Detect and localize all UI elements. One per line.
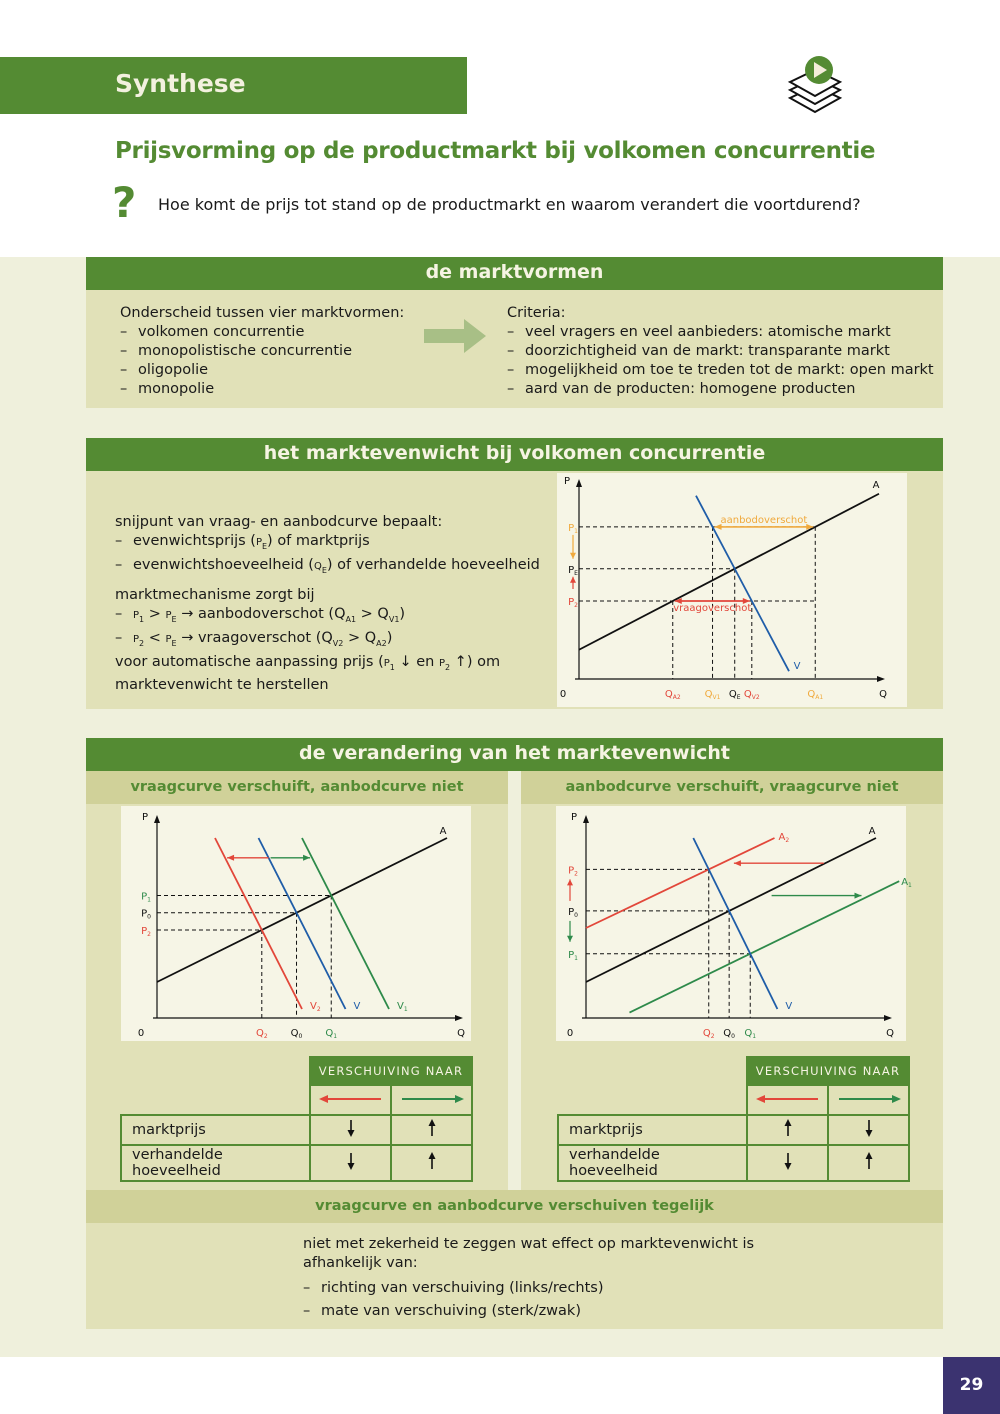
y-tick-label: $P_1$ [568, 522, 578, 535]
arrow-up-icon [391, 1145, 472, 1181]
y-tick-label: $P_0$ [141, 908, 151, 921]
both-shift-text [303, 1235, 754, 1323]
list-item: – aard van de producten: homogene producten [507, 380, 934, 399]
y-axis-arrow-icon [576, 479, 582, 487]
x-tick-label: $Q_1$ [325, 1028, 338, 1040]
question-icon: ? [112, 178, 137, 227]
left-shift-arrow-icon [747, 1085, 828, 1115]
subheading-both-shift: vraagcurve en aanbodcurve verschuiven tegelijk [86, 1190, 943, 1223]
y-tick-label: $P_0$ [568, 906, 578, 919]
price-down-arrow-head-icon [570, 553, 576, 559]
row-label-marktprijs: marktprijs [558, 1115, 747, 1145]
demand-shift-table [120, 1056, 473, 1182]
supply-curve-A [157, 838, 447, 982]
right-shift-arrow-icon [828, 1085, 909, 1115]
both-line1: niet met zekerheid te zeggen wat effect op marktevenwicht is [303, 1236, 755, 1252]
x-tick-label: $Q_{V2}$ [743, 689, 760, 701]
y-tick-label: $P_2$ [568, 597, 578, 609]
y-tick-label: $P_E$ [568, 564, 578, 577]
demand-curve-V2 [215, 838, 302, 1009]
annotation-vraagoverschot: vraagoverschot [673, 603, 752, 614]
curve-label-V2: $V_2$ [310, 1001, 321, 1013]
curve-label-A: A [872, 479, 880, 491]
chart-supply-shift [556, 806, 912, 1041]
column-divider [508, 771, 521, 1191]
list-item: – volkomen concurrentie [120, 323, 404, 342]
demand-curve-V [259, 838, 346, 1009]
y-axis-arrow-icon [154, 815, 160, 823]
arrow-down-icon [747, 1145, 828, 1181]
x-axis-arrow-icon [877, 676, 885, 682]
chart-demand-shift [121, 806, 471, 1041]
section-heading-evenwicht: het marktevenwicht bij volkomen concurrentie [86, 438, 943, 471]
both-shift-panel [86, 1223, 943, 1329]
x-tick-label: $Q_1$ [744, 1028, 757, 1040]
origin-label: 0 [559, 689, 567, 700]
supply-curve-A2 [586, 838, 775, 928]
y-axis-label: P [570, 812, 578, 823]
curve-label-A: A [439, 826, 447, 837]
left-shift-arrow-icon [310, 1085, 391, 1115]
annotation-aanbodoverschot: aanbodoverschot [720, 514, 808, 526]
arrow-right-icon [424, 319, 488, 353]
row-label-marktprijs: marktprijs [121, 1115, 310, 1145]
right-shift-arrow-icon [391, 1085, 472, 1115]
shift-left-arrow-head-icon [227, 855, 234, 861]
arrow-down-icon [310, 1115, 391, 1145]
demand-curve-V1 [302, 838, 389, 1009]
y-tick-label: $P_2$ [141, 925, 151, 938]
x-axis-arrow-icon [884, 1015, 892, 1021]
x-tick-label: $Q_{A1}$ [807, 689, 824, 701]
list-item: – evenwichtshoeveelheid $(Q_E)$ of verhandelde hoeveelheid [115, 556, 555, 580]
layers-play-icon[interactable] [785, 52, 845, 118]
x-tick-label: $Q_0$ [723, 1028, 736, 1040]
list-item: – monopolistische concurrentie [120, 342, 404, 361]
list-item: – mate van verschuiving (sterk/zwak) [303, 1300, 754, 1323]
section-heading-marktvormen: de marktvormen [86, 257, 943, 290]
list-item: – evenwichtsprijs $(P_E)$ of marktprijs [115, 532, 555, 556]
evenwicht-panel [86, 471, 943, 709]
curve-label-A2: $A_2$ [778, 832, 790, 844]
section-heading-verandering: de verandering van het marktevenwicht [86, 738, 943, 771]
supply-curve-A1 [630, 881, 900, 1012]
row-label-hoeveelheid: verhandelde hoeveelheid [121, 1145, 310, 1181]
arrow-up-icon [828, 1145, 909, 1181]
x-axis-label: Q [457, 1028, 465, 1039]
arrow-up-icon [391, 1115, 472, 1145]
origin-label: 0 [137, 1028, 145, 1039]
list-item: – $P_1 > P_E$ → aanbodoverschot $(Q_{A1} > Q_{V1})$ [115, 605, 555, 629]
x-tick-label: $Q_{A2}$ [664, 689, 681, 701]
arrow-down-icon [828, 1115, 909, 1145]
adjustment-text-line2: marktevenwicht te herstellen [115, 677, 329, 694]
price-down-arrow-head-icon [567, 936, 573, 942]
curve-label-A: A [868, 826, 876, 837]
origin-label: 0 [566, 1028, 574, 1039]
x-axis-arrow-icon [455, 1015, 463, 1021]
arrow-down-icon [310, 1145, 391, 1181]
x-tick-label: $Q_{V1}$ [704, 689, 721, 701]
marktvormen-left [120, 304, 404, 399]
section-banner [0, 57, 467, 114]
curve-label-A1: $A_1$ [901, 877, 912, 890]
y-axis-arrow-icon [583, 815, 589, 823]
x-tick-label: $Q_2$ [255, 1028, 268, 1040]
x-tick-label: $Q_0$ [290, 1028, 303, 1040]
list-item: – $P_2 < P_E$ → vraagoverschot $(Q_{V2} > Q_{A2})$ [115, 629, 555, 653]
criteria-intro: Criteria: [507, 305, 566, 321]
chart-equilibrium [557, 473, 907, 707]
both-line2: afhankelijk van: [303, 1255, 418, 1271]
list-item: – monopolie [120, 380, 404, 399]
curve-label-V: V [793, 661, 801, 673]
marktvormen-right [507, 304, 934, 399]
list-item: – doorzichtigheid van de markt: transparante markt [507, 342, 934, 361]
adjustment-text: voor automatische aanpassing prijs ($P_1$ ↓ en $P_2$ ↑) om [115, 653, 501, 672]
evenwicht-text [115, 513, 555, 695]
curve-label-V: V [785, 1001, 793, 1012]
shift-left-arrow-head-icon [734, 860, 741, 866]
marktvormen-panel [86, 290, 943, 408]
curve-label-V: V [353, 1001, 361, 1012]
price-up-arrow-head-icon [567, 879, 573, 885]
shift-right-arrow-head-icon [855, 893, 862, 899]
page-number: 29 [943, 1357, 1000, 1414]
list-item: – oligopolie [120, 361, 404, 380]
table-header: VERSCHUIVING NAAR [747, 1057, 909, 1085]
x-tick-label: $Q_E$ [728, 689, 741, 701]
y-axis-label: P [141, 812, 149, 823]
section-label: Synthese [115, 69, 246, 98]
y-tick-label: $P_1$ [141, 891, 151, 904]
row-label-hoeveelheid: verhandelde hoeveelheid [558, 1145, 747, 1181]
mechanism-intro: marktmechanisme zorgt bij [115, 586, 315, 603]
y-axis-label: P [563, 476, 571, 487]
shift-right-arrow-head-icon [303, 855, 310, 861]
x-axis-label: Q [879, 689, 887, 700]
y-tick-label: $P_2$ [568, 865, 578, 878]
curve-label-V1: $V_1$ [397, 1001, 408, 1013]
evenwicht-intro: snijpunt van vraag- en aanbodcurve bepaalt: [115, 514, 443, 530]
subheading-supply-shift: aanbodcurve verschuift, vraagcurve niet [521, 771, 943, 804]
subheading-demand-shift: vraagcurve verschuift, aanbodcurve niet [86, 771, 508, 804]
page-title: Prijsvorming op de productmarkt bij volkomen concurrentie [115, 138, 876, 164]
list-item: – richting van verschuiving (links/rechts) [303, 1277, 754, 1300]
price-up-arrow-head-icon [570, 577, 576, 583]
marktvormen-left-intro: Onderscheid tussen vier marktvormen: [120, 305, 405, 321]
x-tick-label: $Q_2$ [702, 1028, 715, 1040]
list-item: – veel vragers en veel aanbieders: atomische markt [507, 323, 934, 342]
supply-shift-table [557, 1056, 910, 1182]
list-item: – mogelijkheid om toe te treden tot de markt: open markt [507, 361, 934, 380]
table-header: VERSCHUIVING NAAR [310, 1057, 472, 1085]
y-tick-label: $P_1$ [568, 949, 578, 962]
arrow-up-icon [747, 1115, 828, 1145]
key-question: Hoe komt de prijs tot stand op de productmarkt en waarom verandert die voortdurend? [158, 195, 861, 214]
x-axis-label: Q [886, 1028, 894, 1039]
